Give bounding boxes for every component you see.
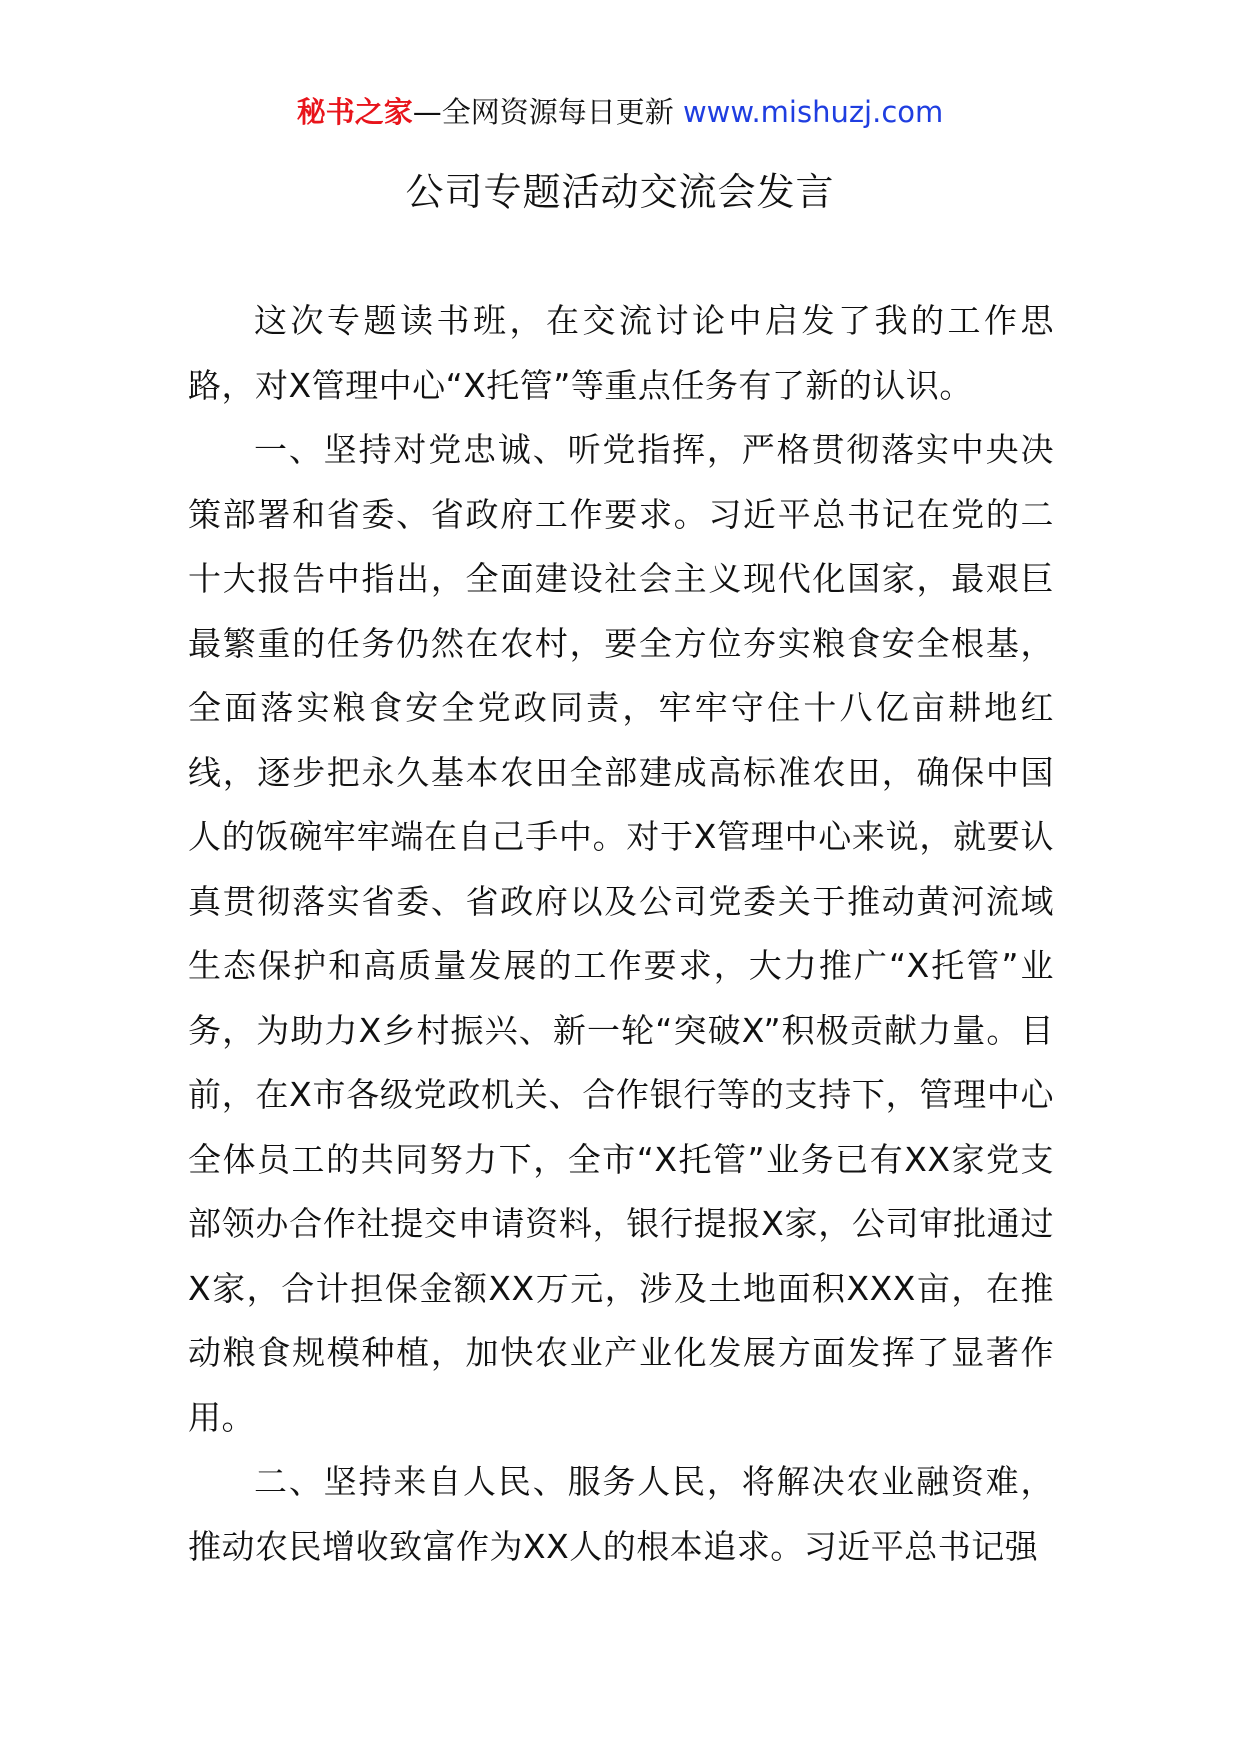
site-tagline: —全网资源每日更新: [412, 95, 674, 129]
paragraph-section-one: 一、坚持对党忠诚、听党指挥，严格贯彻落实中央决策部署和省委、省政府工作要求。习近平总书记在党的二十大报告中指出，全面建设社会主义现代化国家，最艰巨最繁重的任务仍然在农村，要全方位夯实粮食安全根基，全面落实粮食安全党政同责，牢牢守住十八亿亩耕地红线，逐步把永久基本农田全部建成高标准农田，确保中国人的饭碗牢牢端在自己手中。对于X管理中心来说，就要认真贯彻落实省委、省政府以及公司党委关于推动黄河流域生态保护和高质量发展的工作要求，大力推广“X托管”业务，为助力X乡村振兴、新一轮“突破X”积极贡献力量。目前，在X市各级党政机关、合作银行等的支持下，管理中心全体员工的共同努力下，全市“X托管”业务已有XX家党支部领办合作社提交申请资料，银行提报X家，公司审批通过X家，合计担保金额XX万元，涉及土地面积XXX亩，在推动粮食规模种植，加快农业产业化发展方面发挥了显著作用。: [188, 430, 1054, 1437]
paragraph-intro: 这次专题读书班，在交流讨论中启发了我的工作思路，对X管理中心“X托管”等重点任务有了新的认识。: [188, 301, 1054, 405]
document-body: [188, 289, 1054, 1579]
site-header: [0, 92, 1240, 132]
site-url-link[interactable]: www.mishuzj.com: [682, 95, 944, 129]
paragraph-section-two: 二、坚持来自人民、服务人民，将解决农业融资难，推动农民增收致富作为XX人的根本追求。习近平总书记强: [188, 1462, 1054, 1566]
document-title: 公司专题活动交流会发言: [405, 170, 835, 214]
site-brand: 秘书之家: [296, 95, 413, 129]
